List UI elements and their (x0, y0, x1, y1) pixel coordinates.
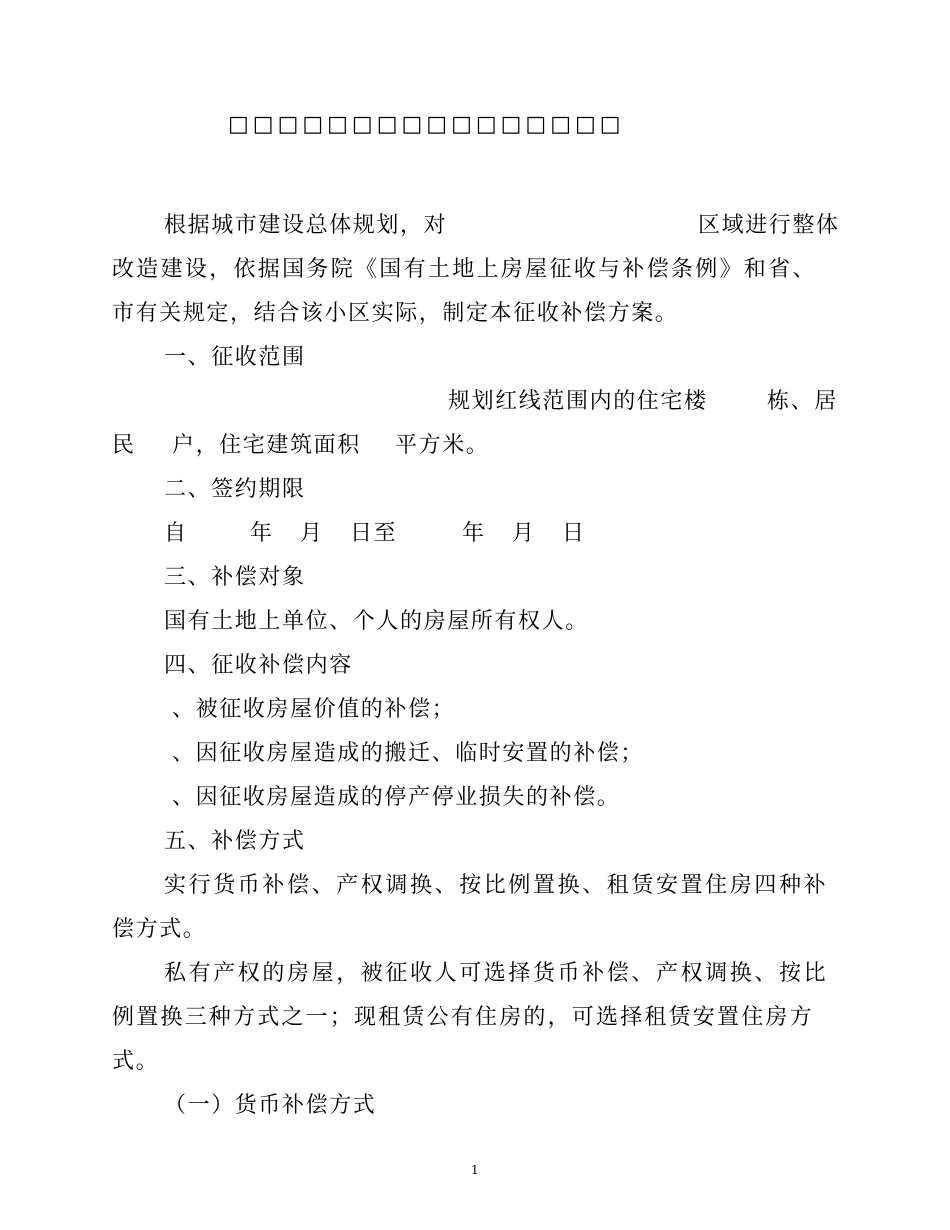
section-heading-period: 二、签约期限 (164, 477, 306, 502)
scope-line-2b: 户，住宅建筑面积 (172, 433, 361, 458)
content-item-2: 、因征收房屋造成的搬迁、临时安置的补偿； (172, 741, 645, 766)
private-line-1: 私有产权的房屋，被征收人可选择货币补偿、产权调换、按比 (164, 961, 829, 986)
intro-line-1a: 根据城市建设总体规划，对 (164, 213, 448, 238)
mode-line-2: 偿方式。 (112, 917, 207, 942)
scope-line-2a: 民 (112, 433, 136, 458)
period-year-2: 年 (462, 521, 486, 546)
object-text: 国有土地上单位、个人的房屋所有权人。 (164, 609, 589, 634)
period-month-2: 月 (512, 521, 536, 546)
content-item-1: 、被征收房屋价值的补偿； (172, 697, 456, 722)
mode-line-1: 实行货币补偿、产权调换、按比例置换、租赁安置住房四种补 (164, 873, 829, 898)
period-year-1: 年 (250, 521, 274, 546)
period-day-to: 日至 (350, 521, 398, 546)
scope-line-1a: 规划红线范围内的住宅楼 (448, 389, 708, 414)
section-heading-scope: 一、征收范围 (164, 345, 306, 370)
period-month-1: 月 (300, 521, 324, 546)
content-item-3: 、因征收房屋造成的停产停业损失的补偿。 (172, 785, 621, 810)
intro-line-2: 改造建设，依据国务院《国有土地上房屋征收与补偿条例》和省、 (112, 257, 817, 282)
period-from: 自 (164, 521, 188, 546)
scope-line-1b: 栋、居 (767, 389, 838, 414)
intro-line-3: 市有关规定，结合该小区实际，制定本征收补偿方案。 (112, 301, 679, 326)
section-heading-mode: 五、补偿方式 (164, 829, 306, 854)
private-line-3: 式。 (112, 1049, 160, 1074)
section-heading-object: 三、补偿对象 (164, 565, 306, 590)
period-day-2: 日 (562, 521, 586, 546)
page-number: 1 (471, 1163, 479, 1177)
section-heading-content: 四、征收补偿内容 (164, 653, 353, 678)
intro-line-1b: 区域进行整体 (698, 213, 840, 238)
private-line-2: 例置换三种方式之一；现租赁公有住房的，可选择租赁安置住房方 (112, 1005, 814, 1030)
subsection-heading-cash: （一）货币补偿方式 (164, 1093, 377, 1118)
scope-line-2c: 平方米。 (395, 433, 490, 458)
document-title: □□□□□□□□□□□□□□□□ (228, 112, 625, 137)
